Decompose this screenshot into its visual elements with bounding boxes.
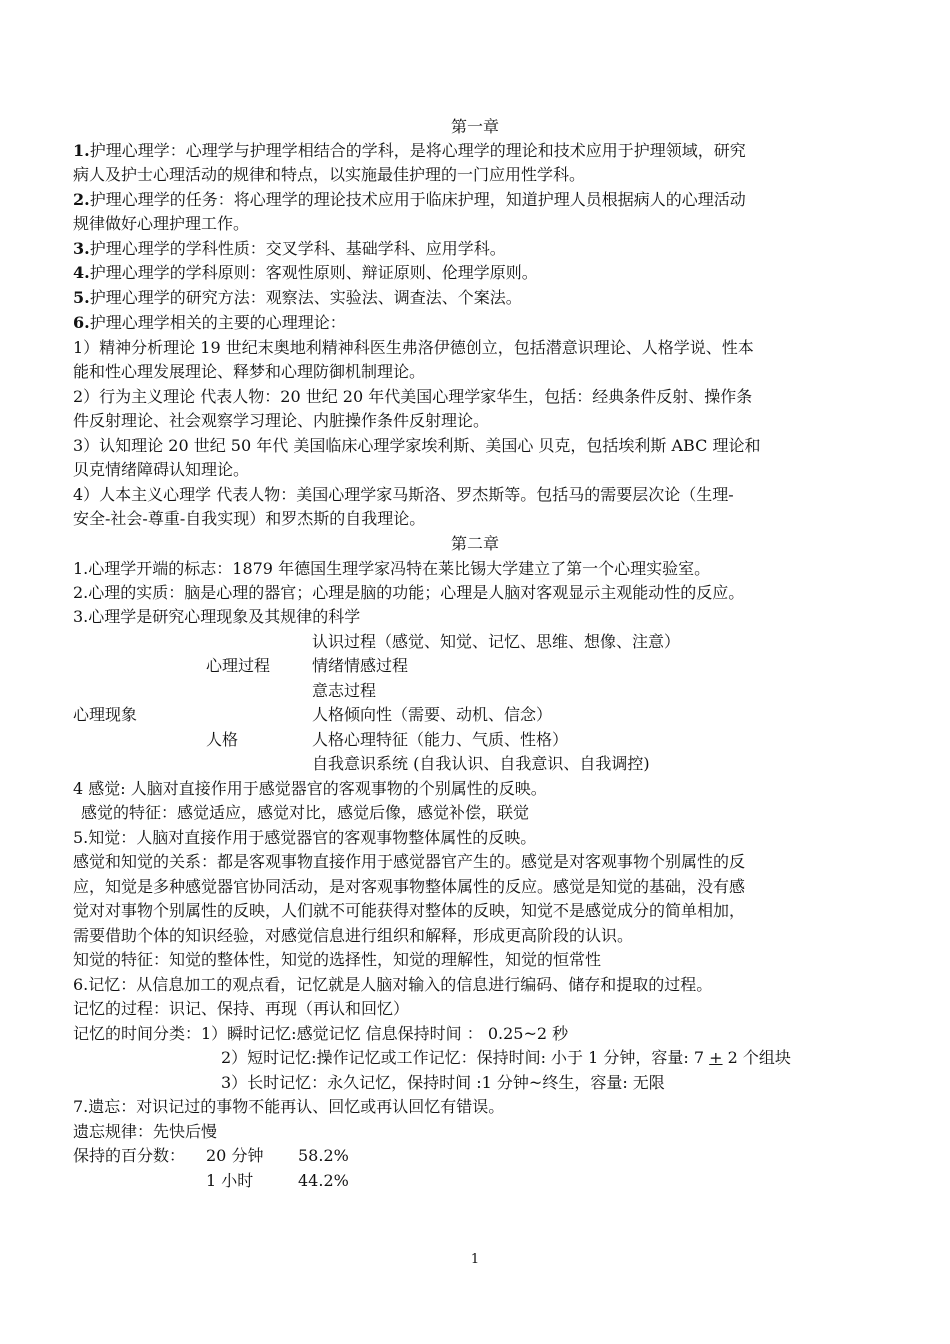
ch2-item-6: 6.记忆：从信息加工的观点看，记忆就是人脑对输入的信息进行编码、储存和提取的过程。 [73,975,713,994]
sensation-features: 感觉的特征：感觉适应，感觉对比，感觉后像，感觉补偿，联觉 [81,803,530,822]
tree-tendency: 人格倾向性（需要、动机、信念） [312,705,553,724]
retention-value-1: 58.2% [298,1146,349,1165]
ch2-item-4: 4 感觉: 人脑对直接作用于感觉器官的客观事物的个别属性的反映。 [73,779,547,798]
tree-personality: 人格 [206,730,239,749]
item-1-line-2: 病人及护士心理活动的规律和特点，以实施最佳护理的一门应用性学科。 [73,165,586,184]
retention-value-2: 44.2% [298,1171,349,1190]
forgetting-law: 遗忘规律：先快后慢 [73,1122,218,1141]
plus-minus-sign: + [709,1048,723,1067]
page-number: 1 [470,1252,480,1267]
item-4-number: 4. [73,263,90,282]
tree-emotion: 情绪情感过程 [312,656,409,675]
ch2-item-2: 2.心理的实质：脑是心理的器官；心理是脑的功能；心理是人脑对客观显示主观能动性的反应。 [73,583,745,602]
item-3: 3.护理心理学的学科性质：交叉学科、基础学科、应用学科。 [73,239,506,258]
tree-mental-process: 心理过程 [206,656,271,675]
item-2-line-2: 规律做好心理护理工作。 [73,214,250,233]
tree-mental-phenomena: 心理现象 [73,705,138,724]
item-3-number: 3. [73,239,90,258]
ch2-item-3: 3.心理学是研究心理现象及其规律的科学 [73,607,361,626]
relation-line-1: 感觉和知觉的关系：都是客观事物直接作用于感觉器官产生的。感觉是对客观事物个别属性的反 [73,852,746,871]
theory-3-line-2: 贝克情绪障碍认知理论。 [73,460,250,479]
memory-process: 记忆的过程：识记、保持、再现（再认和回忆） [73,999,410,1018]
item-5: 5.护理心理学的研究方法：观察法、实验法、调查法、个案法。 [73,288,522,307]
long-term-memory: 3）长时记忆：永久记忆，保持时间 :1 分钟~终生，容量: 无限 [221,1073,665,1092]
chapter-2-title: 第二章 [450,534,499,553]
item-6-number: 6. [73,313,90,332]
item-1-line-1: 1.护理心理学：心理学与护理学相结合的学科，是将心理学的理论和技术应用于护理领域，研究 [73,141,746,160]
ch2-item-5: 5.知觉：人脑对直接作用于感觉器官的客观事物整体属性的反映。 [73,828,537,847]
relation-line-2: 应，知觉是多种感觉器官协同活动，是对客观事物整体属性的反应。感觉是知觉的基础，没有感 [73,877,746,896]
perception-features: 知觉的特征：知觉的整体性，知觉的选择性，知觉的理解性，知觉的恒常性 [73,950,602,969]
theory-1-line-2: 能和性心理发展理论、释梦和心理防御机制理论。 [73,362,426,381]
tree-cognition: 认识过程（感觉、知觉、记忆、思维、想像、注意） [312,632,681,651]
item-4: 4.护理心理学的学科原则：客观性原则、辩证原则、伦理学原则。 [73,263,538,282]
theory-2-line-1: 2）行为主义理论 代表人物：20 世纪 20 年代美国心理学家华生，包括：经典条件反射、操作条 [73,387,753,406]
item-2-line-1: 2.护理心理学的任务：将心理学的理论技术应用于临床护理，知道护理人员根据病人的心理活动 [73,190,746,209]
ch2-item-1: 1.心理学开端的标志：1879 年德国生理学家冯特在莱比锡大学建立了第一个心理实验室。 [73,559,711,578]
item-2-number: 2. [73,190,90,209]
theory-2-line-2: 件反射理论、社会观察学习理论、内脏操作条件反射理论。 [73,411,490,430]
theory-4-line-1: 4）人本主义心理学 代表人物：美国心理学家马斯洛、罗杰斯等。包括马的需要层次论（生理- [73,485,734,504]
short-term-memory: 2）短时记忆:操作记忆或工作记忆：保持时间: 小于 1 分钟，容量: 7 + 2 个组块 [221,1048,791,1067]
retention-time-2: 1 小时 [206,1171,254,1190]
memory-classification: 记忆的时间分类：1）瞬时记忆:感觉记忆 信息保持时间 ： 0.25~2 秒 [73,1024,569,1043]
item-6: 6.护理心理学相关的主要的心理理论： [73,313,346,332]
theory-1-line-1: 1）精神分析理论 19 世纪末奥地利精神科医生弗洛伊德创立，包括潜意识理论、人格学说、性本 [73,338,754,357]
tree-will: 意志过程 [312,681,377,700]
item-5-number: 5. [73,288,90,307]
tree-traits: 人格心理特征（能力、气质、性格） [312,730,569,749]
relation-line-4: 需要借助个体的知识经验，对感觉信息进行组织和解释，形成更高阶段的认识。 [73,926,634,945]
item-1-number: 1. [73,141,90,160]
theory-4-line-2: 安全-社会-尊重-自我实现）和罗杰斯的自我理论。 [73,509,426,528]
retention-time-1: 20 分钟 [206,1146,264,1165]
relation-line-3: 觉对对事物个别属性的反映，人们就不可能获得对整体的反映，知觉不是感觉成分的简单相加， [73,901,746,920]
retention-label: 保持的百分数： [73,1146,186,1165]
tree-self-awareness: 自我意识系统 (自我认识、自我意识、自我调控) [312,754,650,773]
ch2-item-7: 7.遗忘：对识记过的事物不能再认、回忆或再认回忆有错误。 [73,1097,505,1116]
theory-3-line-1: 3）认知理论 20 世纪 50 年代 美国临床心理学家埃利斯、美国心 贝克，包括埃利斯 ABC 理论和 [73,436,761,455]
chapter-1-title: 第一章 [450,117,499,136]
